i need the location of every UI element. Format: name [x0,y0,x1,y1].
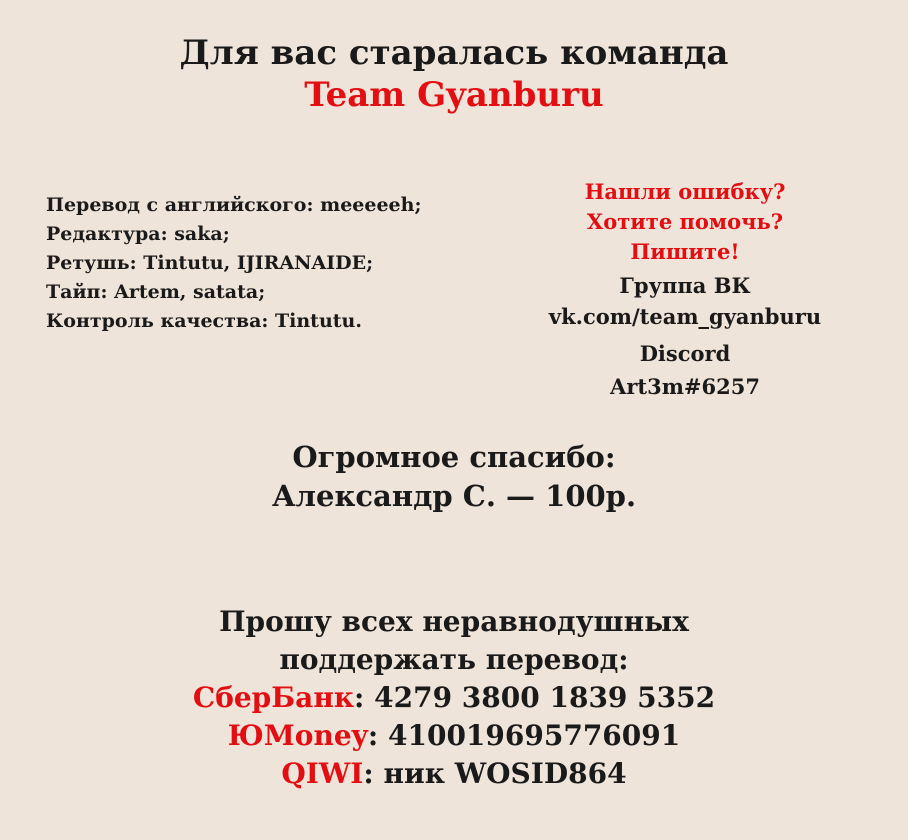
credits-list [46,191,421,336]
payment-name-yumoney: ЮMoney [227,719,368,752]
header [0,32,908,116]
discord-label: Discord [639,341,731,366]
payment-name-qiwi: QIWI [281,757,364,790]
payment-name-sberbank: СберБанк [192,681,355,714]
team-name: Team Gyanburu [304,75,604,115]
thanks-donor: Александр С. — 100р. [271,479,637,513]
discord-contact [508,337,862,403]
support-block [0,603,908,793]
header-title: Для вас старалась команда [179,33,729,73]
payment-value-qiwi: : ник WOSID864 [363,757,627,790]
found-error-text: Нашли ошибку? [584,179,786,204]
vk-link[interactable]: vk.com/team_gyanburu [548,304,822,329]
discord-user: Art3m#6257 [610,374,760,399]
contact-callout [508,177,862,267]
payment-value-sberbank: : 4279 3800 1839 5352 [354,681,716,714]
support-line-2: поддержать перевод: [279,643,629,676]
support-line-1: Прошу всех неравнодушных [219,605,689,638]
thanks-title: Огромное спасибо: [292,440,616,474]
credit-line-editing: Редактура: saka; [46,223,230,245]
payment-value-yumoney: : 410019695776091 [367,719,681,752]
credit-line-retouch: Ретушь: Tintutu, IJIRANAIDE; [46,252,374,274]
want-help-text: Хотите помочь? [586,209,784,234]
payment-sberbank [0,679,908,717]
credit-line-typesetting: Тайп: Artem, satata; [46,281,266,303]
thanks-block [0,438,908,516]
contact-block [508,177,862,403]
write-text: Пишите! [630,239,740,264]
credit-line-translation: Перевод с английского: meeeeeh; [46,194,422,216]
vk-contact [508,270,862,332]
payment-qiwi [0,755,908,793]
vk-label: Группа ВК [619,273,751,298]
payment-yumoney [0,717,908,755]
credit-line-quality-control: Контроль качества: Tintutu. [46,310,362,332]
